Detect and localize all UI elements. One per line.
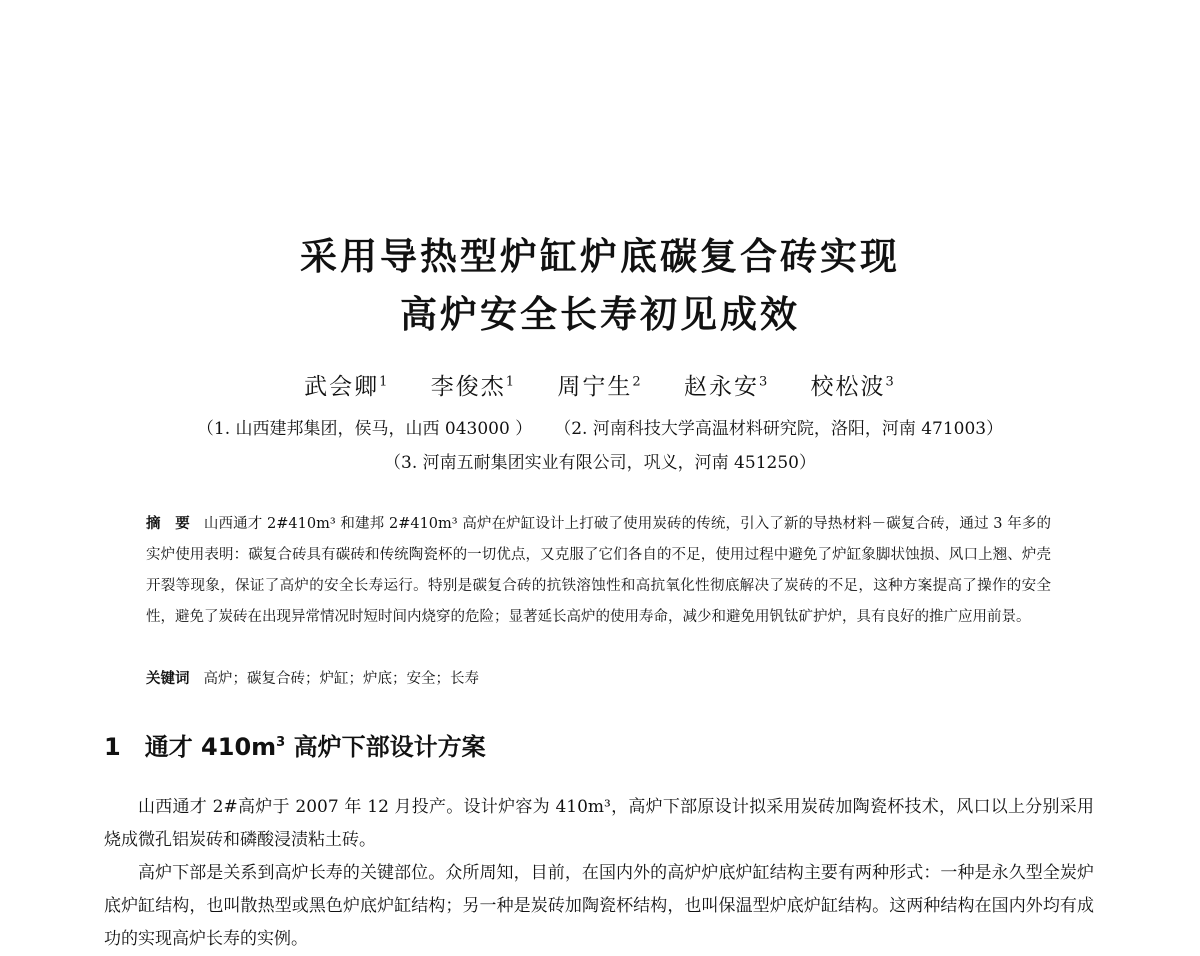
- author: [684, 374, 769, 400]
- author-affil-mark: 1: [505, 374, 517, 390]
- affiliations-line1: [0, 414, 1200, 439]
- author-list: [0, 368, 1200, 401]
- affiliation-2: （2. 河南科技大学高温材料研究院，洛阳，河南 471003）: [554, 419, 1004, 439]
- affiliation-1: （1. 山西建邦集团，侯马，山西 043000 ）: [196, 419, 533, 439]
- section-title-pre: 通才 410m: [144, 733, 277, 761]
- affiliations-line2: [0, 448, 1200, 473]
- section-title-post: 高炉下部设计方案: [285, 733, 486, 761]
- section-heading: [104, 727, 486, 762]
- section-title-sup: 3: [276, 735, 286, 750]
- author-affil-mark: 2: [632, 374, 643, 390]
- author-affil-mark: 1: [379, 374, 390, 390]
- author-name: 武会卿: [304, 374, 380, 400]
- author: [557, 374, 642, 400]
- author-affil-mark: 3: [885, 374, 896, 390]
- author: [431, 374, 516, 400]
- body-text: [104, 791, 1094, 956]
- abstract-label: 摘 要: [146, 516, 190, 532]
- paragraph: 山西通才 2#高炉于 2007 年 12 月投产。设计炉容为 410m³，高炉下部原设计拟采用炭砖加陶瓷杯技术，风口以上分别采用烧成微孔铝炭砖和磷酸浸渍粘土砖。: [104, 797, 1094, 850]
- keywords-text: 高炉；碳复合砖；炉缸；炉底；安全；长寿: [203, 671, 479, 687]
- paragraph: 高炉下部是关系到高炉长寿的关键部位。众所周知，目前，在国内外的高炉炉底炉缸结构主要有两种形式：一种是永久型全炭炉底炉缸结构，也叫散热型或黑色炉底炉缸结构；另一种是炭砖加陶瓷杯结构，也叫保温型炉底炉缸结构。这两种结构在国内外均有成功的实现高炉长寿的实例。: [104, 863, 1094, 949]
- author-name: 校松波: [810, 374, 886, 400]
- keywords: [146, 667, 1051, 688]
- author: [304, 374, 389, 400]
- keywords-label: 关键词: [146, 671, 190, 687]
- author: [811, 374, 896, 400]
- paper-title-line1: 采用导热型炉缸炉底碳复合砖实现: [300, 235, 900, 278]
- author-affil-mark: 3: [758, 374, 770, 390]
- author-name: 周宁生: [557, 374, 633, 400]
- section-number: 1: [104, 733, 121, 761]
- abstract-text: 山西通才 2#410m³ 和建邦 2#410m³ 高炉在炉缸设计上打破了使用炭砖的传统，引入了新的导热材料－碳复合砖，通过 3 年多的实炉使用表明：碳复合砖具有碳砖和传统陶瓷杯的一切优点，又克服了它们各自的不足，使用过程中避免了炉缸象脚状蚀损、风口上翘、炉壳开裂等现象，保证了高炉的安全长寿运行。特别是碳复合砖的抗铁溶蚀性和高抗氧化性彻底解决了炭砖的不足，这种方案提高了操作的安全性，避免了炭砖在出现异常情况时短时间内烧穿的危险；显著延长高炉的使用寿命，减少和避免用钒钛矿护炉，具有良好的推广应用前景。: [146, 516, 1051, 625]
- paper-title-line2: 高炉安全长寿初见成效: [400, 293, 800, 336]
- affiliation-3: （3. 河南五耐集团实业有限公司，巩义，河南 451250）: [384, 453, 816, 473]
- author-name: 李俊杰: [430, 374, 506, 400]
- author-name: 赵永安: [683, 374, 759, 400]
- abstract: [146, 509, 1051, 633]
- section-title: [145, 733, 486, 761]
